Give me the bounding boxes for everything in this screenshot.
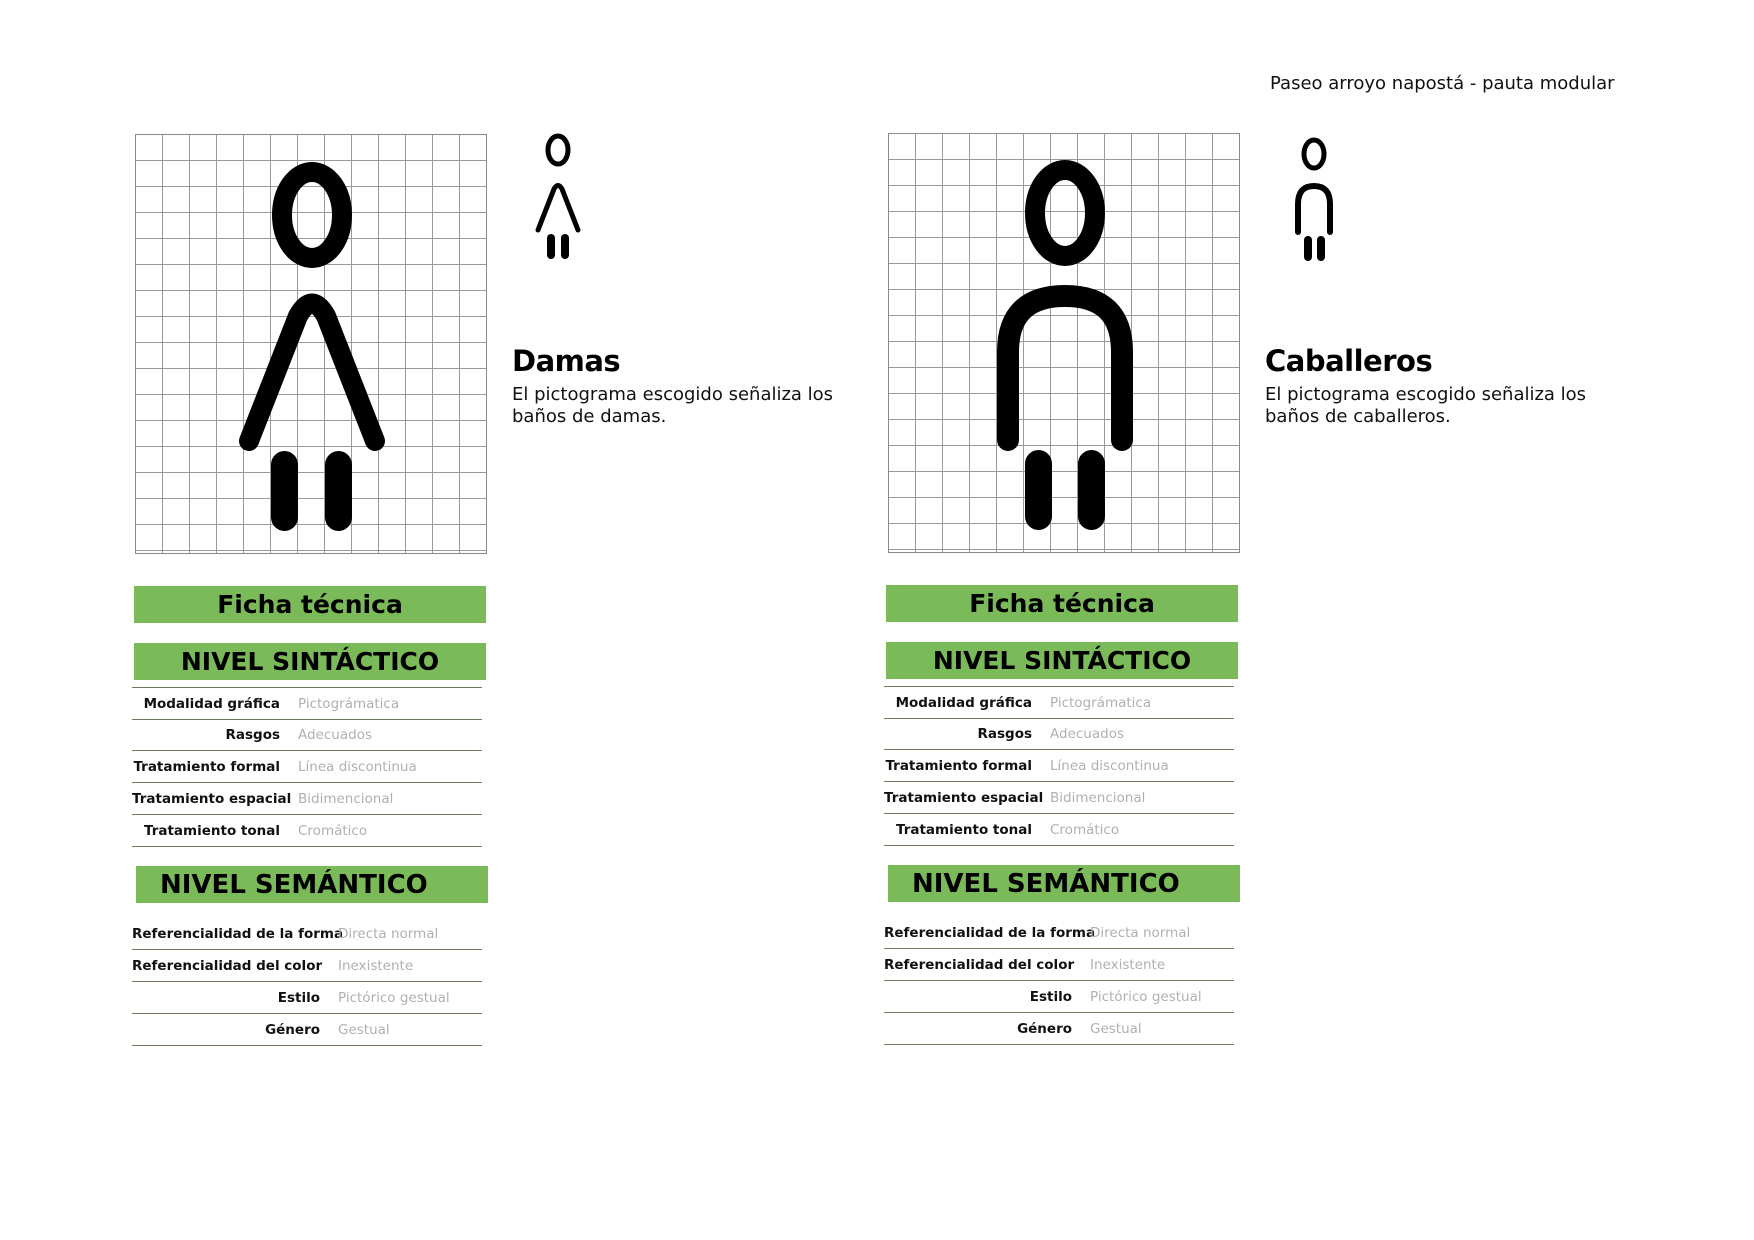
sintactico-table-caballeros <box>884 686 1234 846</box>
table-row <box>884 687 1234 719</box>
ficha-tecnica-bar-damas: Ficha técnica <box>134 586 486 623</box>
row-value: Gestual <box>1090 1020 1142 1037</box>
sign-description-damas: El pictograma escogido señaliza los baños de damas. <box>512 384 834 427</box>
row-label: Estilo <box>277 989 320 1006</box>
row-label: Estilo <box>1029 988 1072 1005</box>
row-value: Pictórico gestual <box>338 989 450 1006</box>
semantico-table-caballeros <box>884 917 1234 1045</box>
row-value: Inexistente <box>1090 956 1166 973</box>
row-label: Tratamiento tonal <box>895 821 1032 838</box>
man-pictogram-icon <box>889 134 1241 554</box>
row-label: Tratamiento tonal <box>143 822 280 839</box>
table-row <box>884 1013 1234 1045</box>
table-row <box>132 982 482 1014</box>
row-value: Directa normal <box>338 925 439 942</box>
sign-description-caballeros: El pictograma escogido señaliza los baños de caballeros. <box>1265 384 1587 427</box>
table-row <box>132 1014 482 1046</box>
table-row <box>132 751 482 783</box>
row-label: Referencialidad del color <box>132 957 323 974</box>
sign-title-caballeros: Caballeros <box>1265 344 1433 378</box>
table-row <box>132 783 482 815</box>
row-value: Adecuados <box>298 727 372 743</box>
row-value: Línea discontinua <box>1050 757 1169 774</box>
row-label: Tratamiento espacial <box>884 789 1044 806</box>
row-value: Pictográmatica <box>1050 694 1152 711</box>
semantico-table-damas <box>132 918 482 1046</box>
row-label: Modalidad gráfica <box>895 694 1032 711</box>
table-row <box>884 981 1234 1013</box>
table-row <box>132 815 482 847</box>
row-value: Cromático <box>1050 821 1120 838</box>
sign-title-damas: Damas <box>512 344 621 378</box>
table-row <box>884 782 1234 814</box>
row-label: Referencialidad de la forma <box>132 925 344 942</box>
table-row <box>132 720 482 751</box>
table-row <box>884 750 1234 782</box>
nivel-semantico-bar-caballeros: NIVEL SEMÁNTICO <box>888 865 1240 902</box>
row-value: Pictográmatica <box>298 695 400 712</box>
row-label: Tratamiento formal <box>885 757 1032 774</box>
page-title: Paseo arroyo napostá - pauta modular <box>1270 73 1615 94</box>
row-value: Pictórico gestual <box>1090 988 1202 1005</box>
row-value: Línea discontinua <box>298 758 417 775</box>
modular-grid-caballeros <box>888 133 1240 553</box>
row-value: Bidimencional <box>298 790 394 807</box>
table-row <box>884 719 1234 750</box>
row-label: Tratamiento espacial <box>132 790 292 807</box>
man-small-icon <box>1286 134 1342 270</box>
row-value: Cromático <box>298 822 368 839</box>
row-label: Referencialidad del color <box>884 956 1075 973</box>
row-label: Género <box>1017 1020 1072 1037</box>
row-value: Gestual <box>338 1021 390 1038</box>
row-label: Rasgos <box>977 726 1032 742</box>
row-label: Referencialidad de la forma <box>884 924 1096 941</box>
table-row <box>132 688 482 720</box>
row-label: Tratamiento formal <box>133 758 280 775</box>
table-row <box>884 949 1234 981</box>
row-value: Bidimencional <box>1050 789 1146 806</box>
table-row <box>132 950 482 982</box>
row-value: Directa normal <box>1090 924 1191 941</box>
row-label: Género <box>265 1021 320 1038</box>
nivel-semantico-bar-damas: NIVEL SEMÁNTICO <box>136 866 488 903</box>
row-label: Rasgos <box>225 727 280 743</box>
modular-grid-damas <box>135 134 487 554</box>
table-row <box>884 814 1234 846</box>
table-row <box>884 917 1234 949</box>
woman-pictogram-icon <box>136 135 488 555</box>
woman-small-icon <box>530 132 586 268</box>
row-value: Adecuados <box>1050 726 1124 742</box>
nivel-sintactico-bar-caballeros: NIVEL SINTÁCTICO <box>886 642 1238 679</box>
sintactico-table-damas <box>132 687 482 847</box>
row-label: Modalidad gráfica <box>143 695 280 712</box>
nivel-sintactico-bar-damas: NIVEL SINTÁCTICO <box>134 643 486 680</box>
row-value: Inexistente <box>338 957 414 974</box>
ficha-tecnica-bar-caballeros: Ficha técnica <box>886 585 1238 622</box>
table-row <box>132 918 482 950</box>
